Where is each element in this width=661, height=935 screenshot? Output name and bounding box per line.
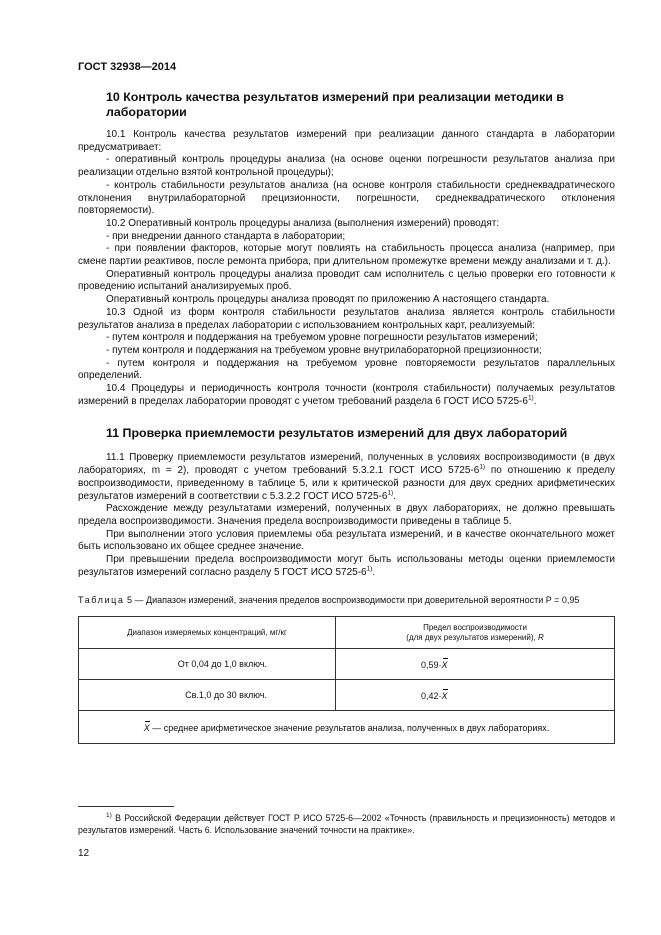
table-header-row [79, 617, 615, 649]
paragraph: - оперативный контроль процедуры анализа (на основе оценки погрешности результатов анализа при реализации отдельно взятой контрольной процедуры); [78, 154, 615, 179]
limit-cell [336, 680, 615, 711]
period: . [393, 490, 396, 502]
symbol-r: R [537, 632, 544, 642]
period: . [533, 395, 537, 407]
paragraph: - путем контроля и поддержания на требуемом уровне погрешности результатов измерений; [106, 332, 538, 344]
section-10-title: 10 Контроль качества результатов измерений при реализации методики в лаборатории [106, 90, 564, 119]
table-caption [78, 595, 615, 607]
paragraph: - путем контроля и поддержания на требуемом уровне внутрилабораторной прецизионности; [106, 344, 542, 356]
period: . [372, 566, 376, 578]
footnote-text: В Российской Федерации действует ГОСТ Р ИСО 5725-6—2002 «Точность (правильность и прецизионность) методов и результатов измерений. Часть 6. Использование значений точности на практике». [78, 813, 615, 835]
page-content [78, 90, 615, 744]
section-11-title: 11 Проверка приемлемости результатов измерений для двух лабораторий [106, 426, 568, 441]
paragraph-text: 10.4 Процедуры и периодичность контроля точности (контроля стабильности) получаемых результатов измерений в пределах лаборатории проводят с учетом требований раздела 6 ГОСТ ИСО 5725-6 [78, 383, 615, 407]
paragraph: При выполнении этого условия приемлемы оба результата измерений, и в качестве окончательного может быть использовано их общее среднее значение. [78, 528, 615, 553]
table-caption-text: 5 — Диапазон измерений, значения пределов воспроизводимости при доверительной вероятности P = 0,95 [124, 594, 580, 605]
footnote-ref: 1) [479, 463, 486, 471]
table-note-row [79, 711, 615, 744]
paragraph-text: При превышении предела воспроизводимости могут быть использованы методы оценки приемлемости результатов измерений согласно разделу 5 ГОСТ ИСО 5725-6 [78, 554, 615, 578]
paragraph-text: по отношению к пределу воспроизводимости, приведенному в таблице 5, или к критической разности для двух средних арифметических результатов измерений в соответствии с 5.3.2.2 ГОСТ ИСО 5725-6 [78, 465, 615, 502]
paragraph: 10.2 Оперативный контроль процедуры анализа (выполнения измерений) проводят: [106, 217, 500, 229]
limit-coefficient: 0,59· [421, 660, 442, 670]
table-caption-label: Таблица [78, 594, 125, 605]
paragraph: Оперативный контроль процедуры анализа проводят по приложению А настоящего стандарта. [106, 294, 550, 306]
limit-cell [336, 649, 615, 680]
x-mean-symbol: X [441, 660, 448, 670]
paragraph: - путем контроля и поддержания на требуемом уровне повторяемости результатов параллельных определений. [78, 357, 615, 382]
page-number: 12 [78, 848, 90, 859]
header-reproducibility-limit [336, 617, 615, 649]
footnote [78, 813, 615, 836]
paragraph: - при появлении факторов, которые могут повлиять на стабильность процесса анализа (например, при смене партии реактивов, после ремонта прибора, при длительном промежутке времени между анализами и т. д.). [78, 243, 615, 268]
footnote-mark: 1) [106, 812, 112, 820]
paragraph [78, 452, 615, 503]
footnote-ref: 1) [366, 565, 373, 573]
x-mean-symbol: X [441, 691, 448, 701]
table-row [79, 649, 615, 680]
footnote-ref: 1) [527, 394, 534, 402]
range-cell: Св.1,0 до 30 включ. [79, 680, 336, 711]
paragraph [78, 383, 615, 408]
x-mean-symbol: X [143, 723, 150, 733]
note-text: — среднее арифметическое значение результатов анализа, полученных в двух лабораториях. [149, 723, 550, 733]
paragraph: - при внедрении данного стандарта в лаборатории; [106, 230, 346, 242]
reproducibility-table [78, 616, 615, 744]
paragraph: - контроль стабильности результатов анализа (на основе контроля стабильности среднеквадратического отклонения внутрилабораторной прецизионности, погрешности, среднеквадратического отклонения повторяемости). [78, 179, 615, 217]
table-row [79, 680, 615, 711]
paragraph [78, 554, 615, 579]
paragraph: Расхождение между результатами измерений, полученных в двух лабораториях, не должно превышать предела воспроизводимости. Значения предела воспроизводимости приведены в таблице 5. [78, 503, 615, 527]
footnote-ref: 1) [387, 489, 394, 497]
range-cell: От 0,04 до 1,0 включ. [79, 649, 336, 680]
limit-coefficient: 0,42· [421, 691, 442, 701]
header-concentration-range: Диапазон измеряемых концентраций, мг/кг [79, 617, 336, 649]
header-line: Предел воспроизводимости [423, 622, 527, 632]
paragraph: Оперативный контроль процедуры анализа проводит сам исполнитель с целью проверки его готовности к проведению испытаний анализируемых проб. [78, 268, 615, 293]
paragraph-text: 11.1 Проверку приемлемости результатов измерений, полученных в условиях воспроизводимости (в двух лабораториях, m = 2), проводят с учетом требований 5.3.2.1 ГОСТ ИСО 5725-6 [78, 452, 615, 477]
header-line: (для двух результатов измерений), [406, 632, 538, 642]
standard-designation: ГОСТ 32938—2014 [78, 61, 177, 73]
footnote-separator [78, 806, 174, 807]
paragraph: 10.3 Одной из форм контроля стабильности результатов анализа является контроль стабильности результатов анализа в пределах лаборатории с использованием контрольных карт, реализуемый: [78, 306, 615, 331]
paragraph: 10.1 Контроль качества результатов измерений при реализации данного стандарта в лаборатории предусматривает: [78, 129, 615, 153]
table-note [79, 711, 615, 744]
